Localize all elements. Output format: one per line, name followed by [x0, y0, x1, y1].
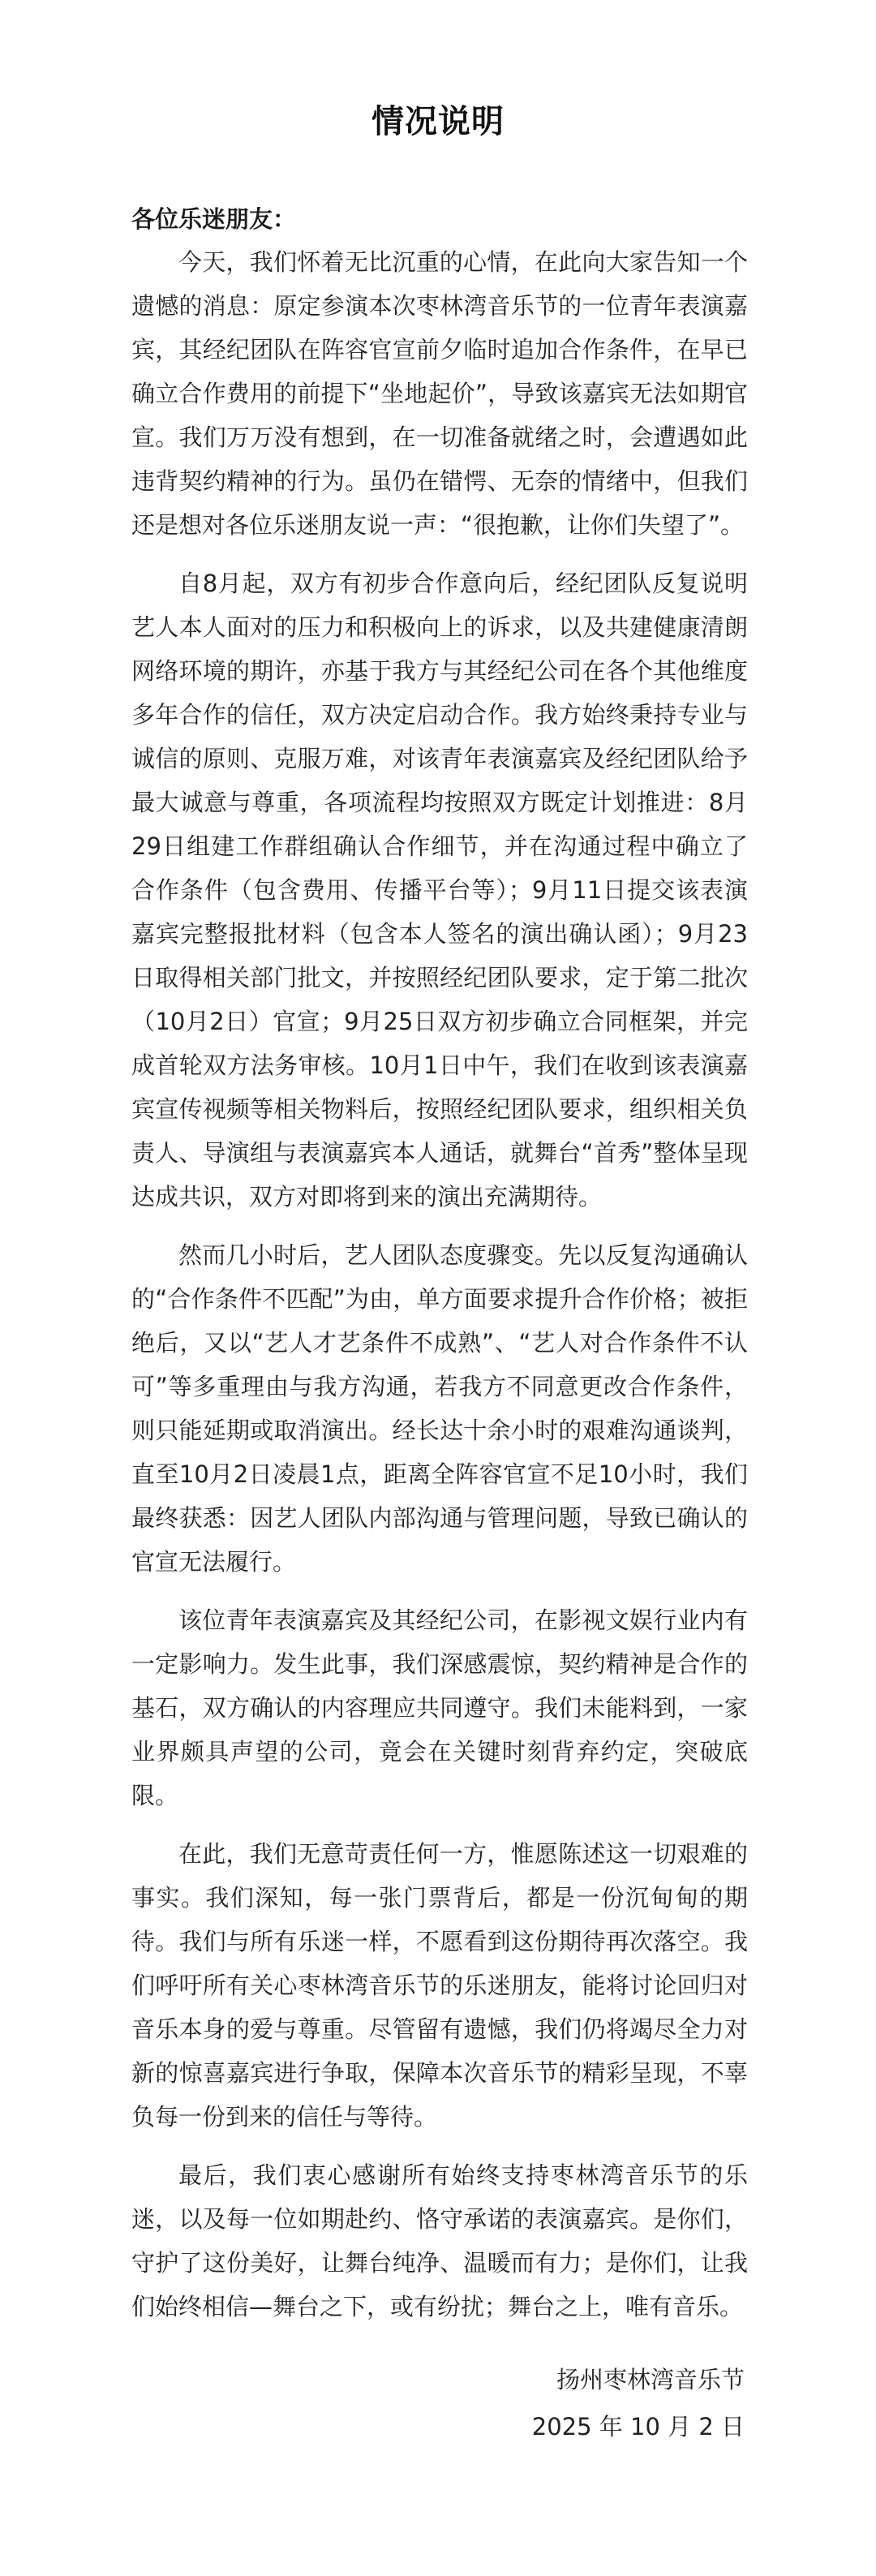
paragraph-3: 然而几小时后，艺人团队态度骤变。先以反复沟通确认的“合作条件不匹配”为由，单方面要求提升合作价格；被拒绝后，又以“艺人才艺条件不成熟”、“艺人对合作条件不认可”等多重理由与我方沟通，若我方不同意更改合作条件，则只能延期或取消演出。经长达十余小时的艰难沟通谈判，直至10月2日凌晨1点，距离全阵容官宣不足10小时，我们最终获悉：因艺人团队内部沟通与管理问题，导致已确认的官宣无法履行。 [131, 1241, 748, 1576]
signature-organization: 扬州枣林湾音乐节 [556, 2366, 745, 2393]
paragraph-1: 今天，我们怀着无比沉重的心情，在此向大家告知一个遗憾的消息：原定参演本次枣林湾音乐节的一位青年表演嘉宾，其经纪团队在阵容官宣前夕临时追加合作条件，在早已确立合作费用的前提下“坐地起价”，导致该嘉宾无法如期官宣。我们万万没有想到，在一切准备就绪之时，会遭遇如此违背契约精神的行为。虽仍在错愕、无奈的情绪中，但我们还是想对各位乐迷朋友说一声：“很抱歉，让你们失望了”。 [131, 248, 748, 539]
document-title: 情况说明 [371, 103, 505, 140]
signature-date: 2025 年 10 月 2 日 [531, 2413, 745, 2441]
signature-block [532, 2356, 745, 2450]
greeting: 各位乐迷朋友： [131, 205, 297, 233]
document-body [131, 240, 748, 2343]
paragraph-2: 自8月起，双方有初步合作意向后，经纪团队反复说明艺人本人面对的压力和积极向上的诉求，以及共建健康清朗网络环境的期许，亦基于我方与其经纪公司在各个其他维度多年合作的信任，双方决定启动合作。我方始终秉持专业与诚信的原则、克服万难，对该青年表演嘉宾及经纪团队给予最大诚意与尊重，各项流程均按照双方既定计划推进：8月29日组建工作群组确认合作细节，并在沟通过程中确立了合作条件（包含费用、传播平台等）；9月11日提交该表演嘉宾完整报批材料（包含本人签名的演出确认函）；9月23日取得相关部门批文，并按照经纪团队要求，定于第二批次（10月2日）官宣；9月25日双方初步确立合同框架，并完成首轮双方法务审核。10月1日中午，我们在收到该表演嘉宾宣传视频等相关物料后，按照经纪团队要求，组织相关负责人、导演组与表演嘉宾本人通话，就舞台“首秀”整体呈现达成共识，双方对即将到来的演出充满期待。 [131, 570, 748, 1211]
paragraph-5: 在此，我们无意苛责任何一方，惟愿陈述这一切艰难的事实。我们深知，每一张门票背后，都是一份沉甸甸的期待。我们与所有乐迷一样，不愿看到这份期待再次落空。我们呼吁所有关心枣林湾音乐节的乐迷朋友，能将讨论回归对音乐本身的爱与尊重。尽管留有遗憾，我们仍将竭尽全力对新的惊喜嘉宾进行争取，保障本次音乐节的精彩呈现，不辜负每一份到来的信任与等待。 [131, 1840, 748, 2131]
paragraph-4: 该位青年表演嘉宾及其经纪公司，在影视文娱行业内有一定影响力。发生此事，我们深感震惊，契约精神是合作的基石，双方确认的内容理应共同遵守。我们未能料到，一家业界颇具声望的公司，竟会在关键时刻背弃约定，突破底限。 [131, 1606, 748, 1809]
paragraph-6: 最后，我们衷心感谢所有始终支持枣林湾音乐节的乐迷，以及每一位如期赴约、恪守承诺的表演嘉宾。是你们，守护了这份美好，让舞台纯净、温暖而有力；是你们，让我们始终相信—舞台之下，或有纷扰；舞台之上，唯有音乐。 [131, 2161, 748, 2320]
